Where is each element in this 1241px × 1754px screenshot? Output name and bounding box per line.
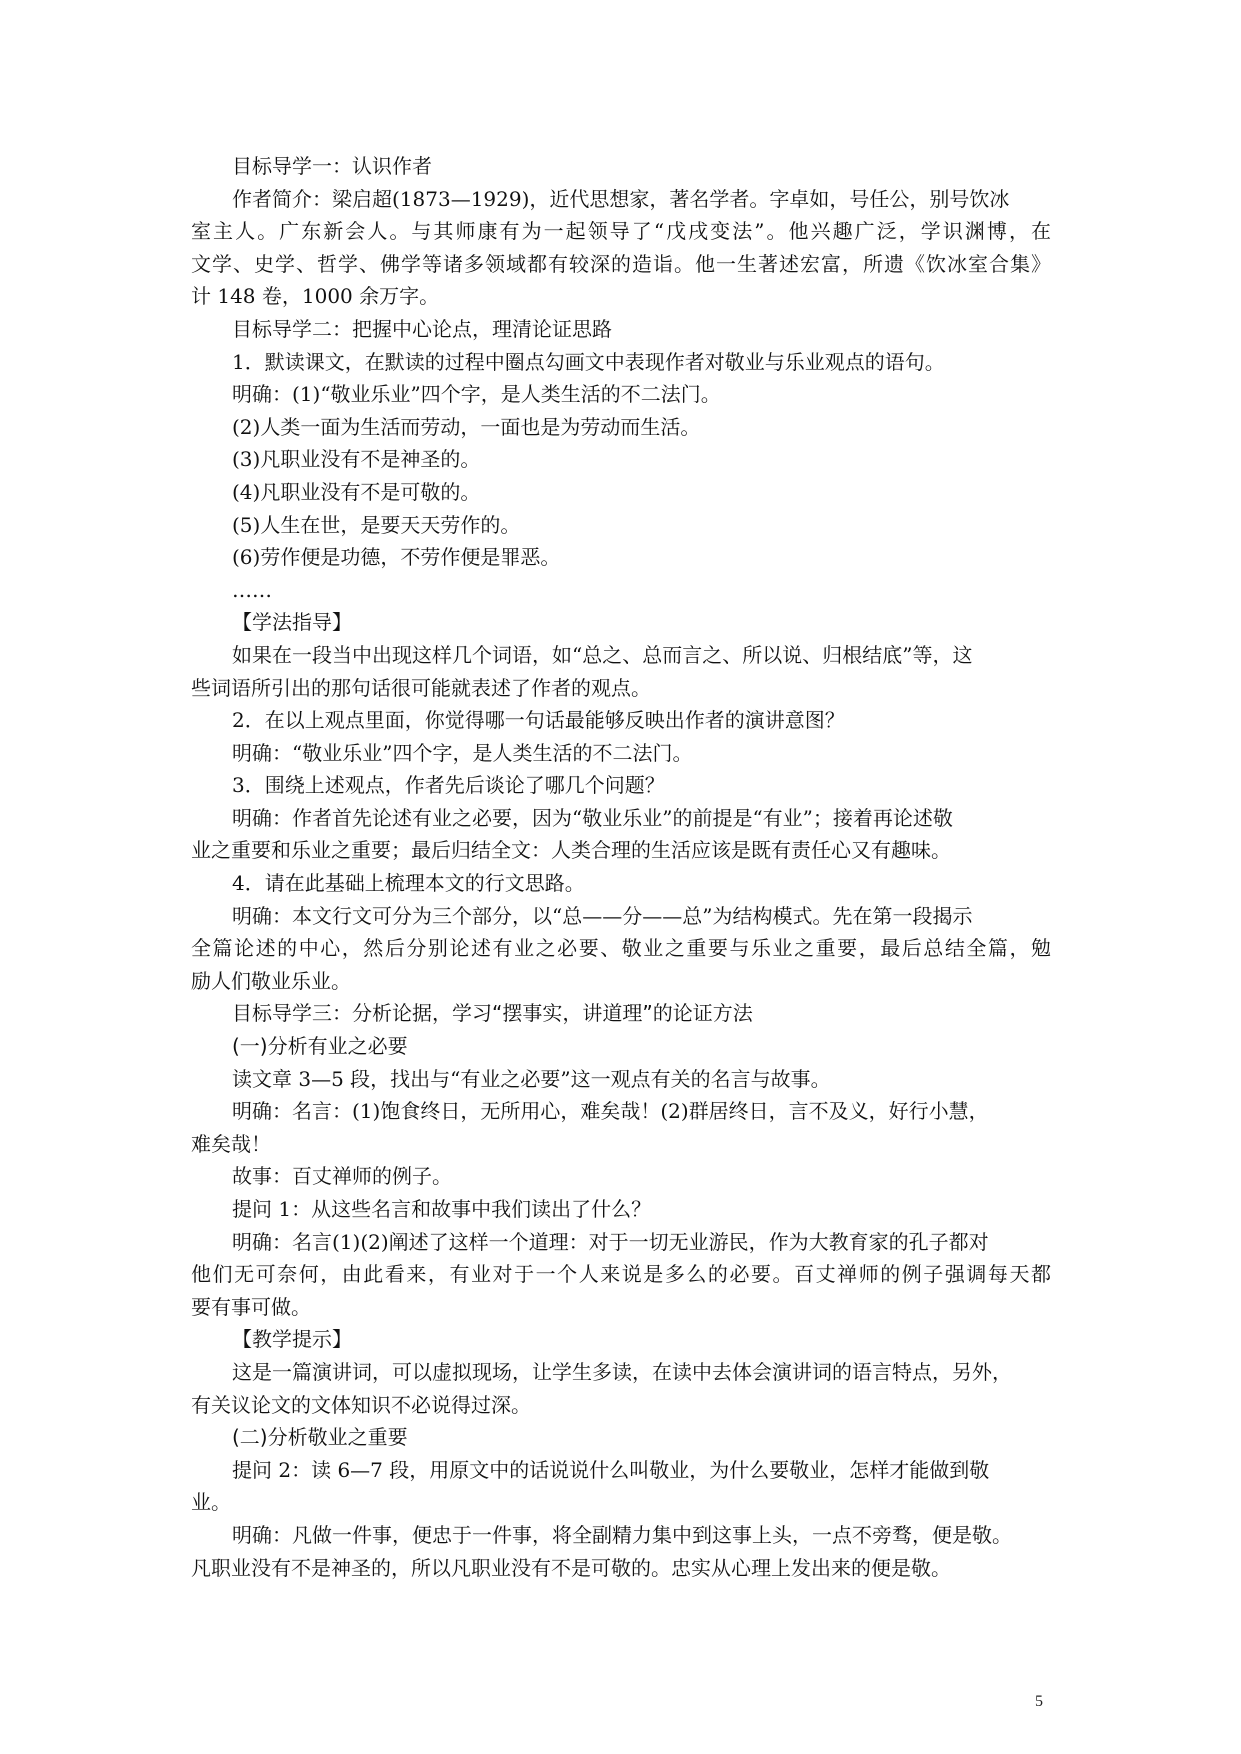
text-line: 有关议论文的文体知识不必说得过深。: [191, 1392, 531, 1417]
section-heading: 目标导学二：把握中心论点，理清论证思路: [232, 316, 612, 341]
text-line: 明确：名言(1)(2)阐述了这样一个道理：对于一切无业游民，作为大教育家的孔子都对: [232, 1229, 989, 1254]
section-heading: (一)分析有业之必要: [232, 1034, 408, 1059]
text-line: 文学、史学、哲学、佛学等诸多领域都有较深的造诣。他一生著述宏富，所遗《饮冰室合集》: [191, 251, 1051, 276]
text-line: (3)凡职业没有不是神圣的。: [232, 447, 481, 472]
text-line: 作者简介：梁启超(1873—1929)，近代思想家，著名学者。字卓如，号任公，别号饮冰: [232, 186, 1010, 211]
text-line: 凡职业没有不是神圣的，所以凡职业没有不是可敬的。忠实从心理上发出来的便是敬。: [191, 1555, 951, 1580]
text-line: 计 148 卷，1000 余万字。: [191, 284, 440, 309]
text-line: 故事：百丈禅师的例子。: [232, 1164, 452, 1189]
text-line: 要有事可做。: [191, 1294, 311, 1319]
text-line: 室主人。广东新会人。与其师康有为一起领导了“戊戌变法”。他兴趣广泛，学识渊博，在: [191, 219, 1051, 244]
text-line: ……: [232, 577, 272, 602]
text-line: 3．围绕上述观点，作者先后谈论了哪几个问题？: [232, 773, 665, 798]
text-line: 励人们敬业乐业。: [191, 968, 351, 993]
text-line: 【学法指导】: [232, 610, 352, 635]
text-line: 2．在以上观点里面，你觉得哪一句话最能够反映出作者的演讲意图？: [232, 708, 845, 733]
text-line: 明确：名言：(1)饱食终日，无所用心，难矣哉！(2)群居终日，言不及义，好行小慧，: [232, 1099, 989, 1124]
text-line: 【教学提示】: [232, 1327, 352, 1352]
text-line: 些词语所引出的那句话很可能就表述了作者的观点。: [191, 675, 651, 700]
text-line: 提问 1：从这些名言和故事中我们读出了什么？: [232, 1197, 652, 1221]
text-line: (6)劳作便是功德，不劳作便是罪恶。: [232, 545, 561, 570]
text-line: 1．默读课文，在默读的过程中圈点勾画文中表现作者对敬业与乐业观点的语句。: [232, 349, 945, 374]
text-line: 明确：凡做一件事，便忠于一件事，将全副精力集中到这事上头，一点不旁骛，便是敬。: [232, 1522, 1012, 1547]
text-line: 全篇论述的中心，然后分别论述有业之必要、敬业之重要与乐业之重要，最后总结全篇，勉: [191, 936, 1051, 961]
text-line: 业。: [191, 1490, 231, 1515]
text-line: 明确：本文行文可分为三个部分，以“总——分——总”为结构模式。先在第一段揭示: [232, 903, 973, 928]
text-line: 读文章 3—5 段，找出与“有业之必要”这一观点有关的名言与故事。: [232, 1066, 831, 1091]
text-line: 明确：(1)“敬业乐业”四个字，是人类生活的不二法门。: [232, 382, 721, 407]
text-line: 4．请在此基础上梳理本文的行文思路。: [232, 871, 585, 896]
text-line: 业之重要和乐业之重要；最后归结全文：人类合理的生活应该是既有责任心又有趣味。: [191, 838, 951, 863]
text-line: 难矣哉！: [191, 1131, 271, 1156]
text-line: (2)人类一面为生活而劳动，一面也是为劳动而生活。: [232, 414, 701, 439]
section-heading: (二)分析敬业之重要: [232, 1425, 408, 1450]
document-body: [191, 150, 1051, 1584]
text-line: (4)凡职业没有不是可敬的。: [232, 479, 481, 504]
text-line: 这是一篇演讲词，可以虚拟现场，让学生多读，在读中去体会演讲词的语言特点，另外，: [232, 1359, 1012, 1384]
section-heading: 目标导学三：分析论据，学习“摆事实，讲道理”的论证方法: [232, 1001, 753, 1026]
text-line: 提问 2：读 6—7 段，用原文中的话说说什么叫敬业，为什么要敬业，怎样才能做到敬: [232, 1457, 990, 1482]
page-number: 5: [1035, 1693, 1043, 1710]
text-line: (5)人生在世，是要天天劳作的。: [232, 512, 521, 537]
section-heading: 目标导学一：认识作者: [232, 154, 432, 178]
text-line: 他们无可奈何，由此看来，有业对于一个人来说是多么的必要。百丈禅师的例子强调每天都: [191, 1262, 1051, 1287]
text-line: 如果在一段当中出现这样几个词语，如“总之、总而言之、所以说、归根结底”等，这: [232, 642, 973, 667]
text-line: 明确：作者首先论述有业之必要，因为“敬业乐业”的前提是“有业”；接着再论述敬: [232, 805, 953, 830]
text-line: 明确：“敬业乐业”四个字，是人类生活的不二法门。: [232, 740, 693, 765]
